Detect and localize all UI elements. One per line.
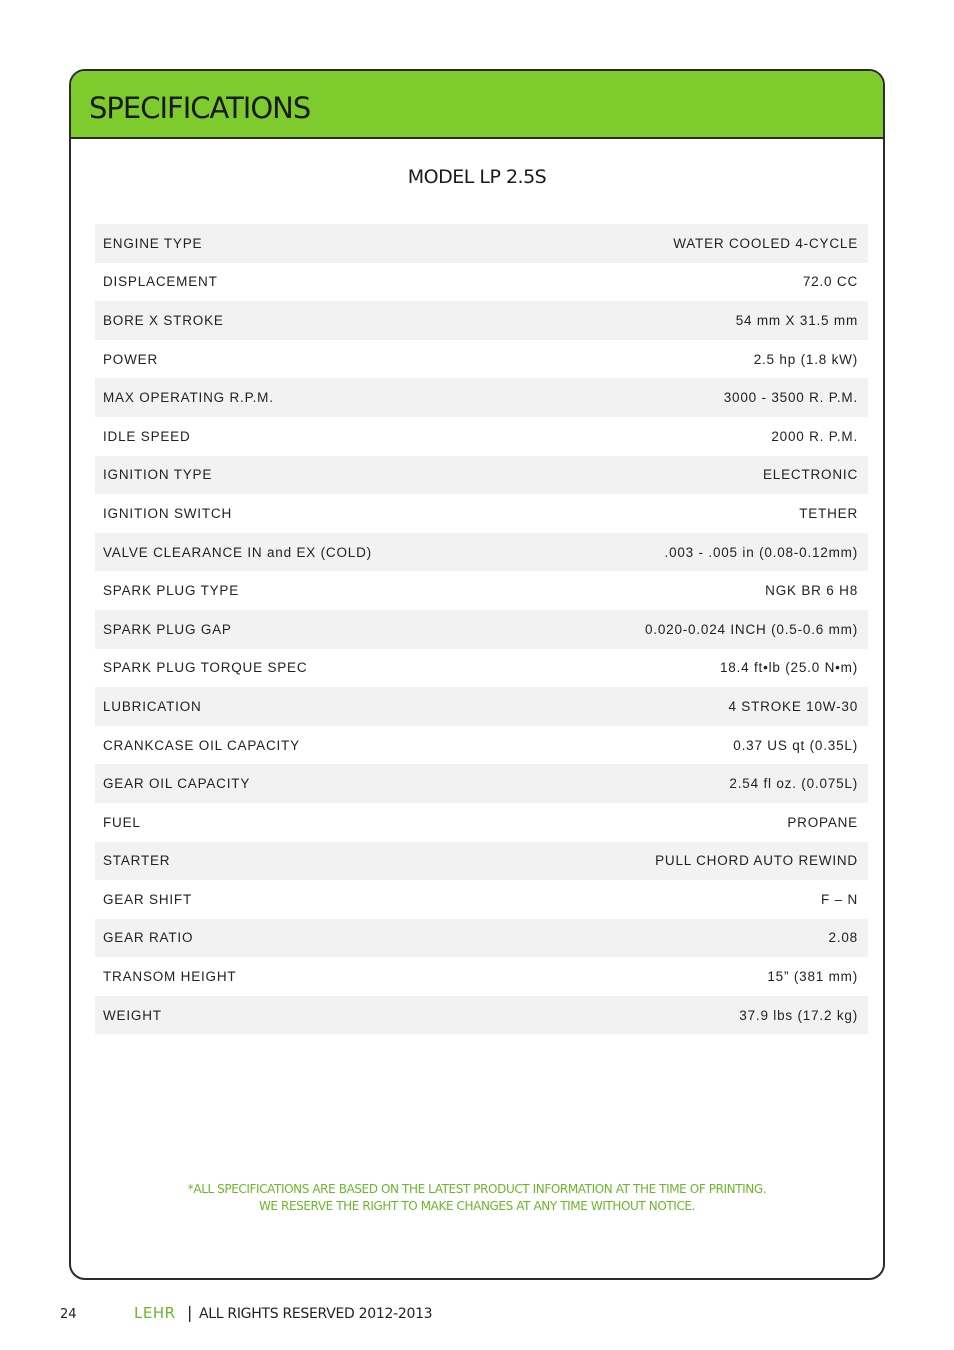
spec-label: WEIGHT	[103, 1007, 162, 1023]
spec-row	[95, 494, 868, 533]
spec-value: PROPANE	[787, 814, 858, 830]
spec-value: WATER COOLED 4-CYCLE	[673, 235, 858, 251]
specifications-panel	[69, 69, 885, 1280]
spec-label: SPARK PLUG TYPE	[103, 583, 240, 599]
spec-label: FUEL	[103, 814, 141, 830]
page-number: 24	[60, 1307, 77, 1322]
disclaimer-note	[71, 1181, 883, 1215]
spec-row	[95, 610, 868, 649]
disclaimer-line-1: *ALL SPECIFICATIONS ARE BASED ON THE LATEST PRODUCT INFORMATION AT THE TIME OF PRINTING.	[187, 1182, 767, 1196]
spec-value: 0.37 US qt (0.35L)	[733, 737, 858, 753]
spec-row	[95, 571, 868, 610]
spec-value: 72.0 CC	[802, 274, 858, 290]
spec-row	[95, 301, 868, 340]
spec-label: IGNITION TYPE	[103, 467, 213, 483]
spec-value: 18.4 ft•lb (25.0 N•m)	[719, 660, 858, 676]
spec-label: GEAR RATIO	[103, 930, 194, 946]
spec-value: 2.5 hp (1.8 kW)	[753, 351, 858, 367]
spec-row	[95, 764, 868, 803]
brand-name: LEHR	[134, 1304, 176, 1322]
spec-row	[95, 340, 868, 379]
spec-value: ELECTRONIC	[762, 467, 858, 483]
spec-label: BORE X STROKE	[103, 312, 224, 328]
spec-label: STARTER	[103, 853, 171, 869]
spec-value: 37.9 lbs (17.2 kg)	[739, 1007, 858, 1023]
spec-value: 2.08	[828, 930, 858, 946]
spec-label: VALVE CLEARANCE IN and EX (COLD)	[103, 544, 372, 560]
spec-row	[95, 649, 868, 688]
model-name: MODEL LP 2.5S	[407, 166, 547, 188]
spec-row	[95, 378, 868, 417]
spec-label: GEAR SHIFT	[103, 891, 193, 907]
spec-value: 3000 - 3500 R. P.M.	[723, 390, 858, 406]
spec-value: .003 - .005 in (0.08-0.12mm)	[664, 544, 858, 560]
spec-row	[95, 456, 868, 495]
spec-label: IGNITION SWITCH	[103, 505, 232, 521]
spec-row	[95, 803, 868, 842]
spec-label: ENGINE TYPE	[103, 235, 203, 251]
spec-label: POWER	[103, 351, 159, 367]
spec-value: 0.020-0.024 INCH (0.5-0.6 mm)	[644, 621, 858, 637]
disclaimer-line-2: WE RESERVE THE RIGHT TO MAKE CHANGES AT ANY TIME WITHOUT NOTICE.	[258, 1199, 696, 1213]
spec-row	[95, 533, 868, 572]
spec-value: F – N	[820, 891, 858, 907]
section-header	[71, 71, 883, 139]
spec-row	[95, 224, 868, 263]
spec-label: CRANKCASE OIL CAPACITY	[103, 737, 300, 753]
copyright-text: ALL RIGHTS RESERVED 2012-2013	[199, 1306, 433, 1322]
spec-value: 2.54 fl oz. (0.075L)	[729, 776, 858, 792]
spec-row	[95, 957, 868, 996]
spec-value: 4 STROKE 10W-30	[728, 698, 858, 714]
spec-label: LUBRICATION	[103, 698, 202, 714]
spec-label: IDLE SPEED	[103, 428, 191, 444]
footer-separator: |	[187, 1303, 193, 1322]
spec-value: 2000 R. P.M.	[771, 428, 858, 444]
spec-label: MAX OPERATING R.P.M.	[103, 390, 274, 406]
spec-label: DISPLACEMENT	[103, 274, 218, 290]
spec-row	[95, 417, 868, 456]
spec-label: GEAR OIL CAPACITY	[103, 776, 251, 792]
spec-row	[95, 263, 868, 302]
spec-value: 15” (381 mm)	[767, 969, 858, 985]
spec-value: 54 mm X 31.5 mm	[735, 312, 858, 328]
spec-value: PULL CHORD AUTO REWIND	[655, 853, 858, 869]
spec-label: SPARK PLUG GAP	[103, 621, 232, 637]
page-footer	[0, 1304, 954, 1326]
spec-label: TRANSOM HEIGHT	[103, 969, 237, 985]
spec-table	[95, 224, 868, 1034]
spec-row	[95, 919, 868, 958]
spec-row	[95, 687, 868, 726]
spec-row	[95, 842, 868, 881]
spec-row	[95, 996, 868, 1035]
spec-value: TETHER	[799, 505, 858, 521]
page-title: SPECIFICATIONS	[89, 91, 311, 125]
spec-row	[95, 880, 868, 919]
spec-row	[95, 726, 868, 765]
spec-label: SPARK PLUG TORQUE SPEC	[103, 660, 308, 676]
spec-value: NGK BR 6 H8	[765, 583, 858, 599]
